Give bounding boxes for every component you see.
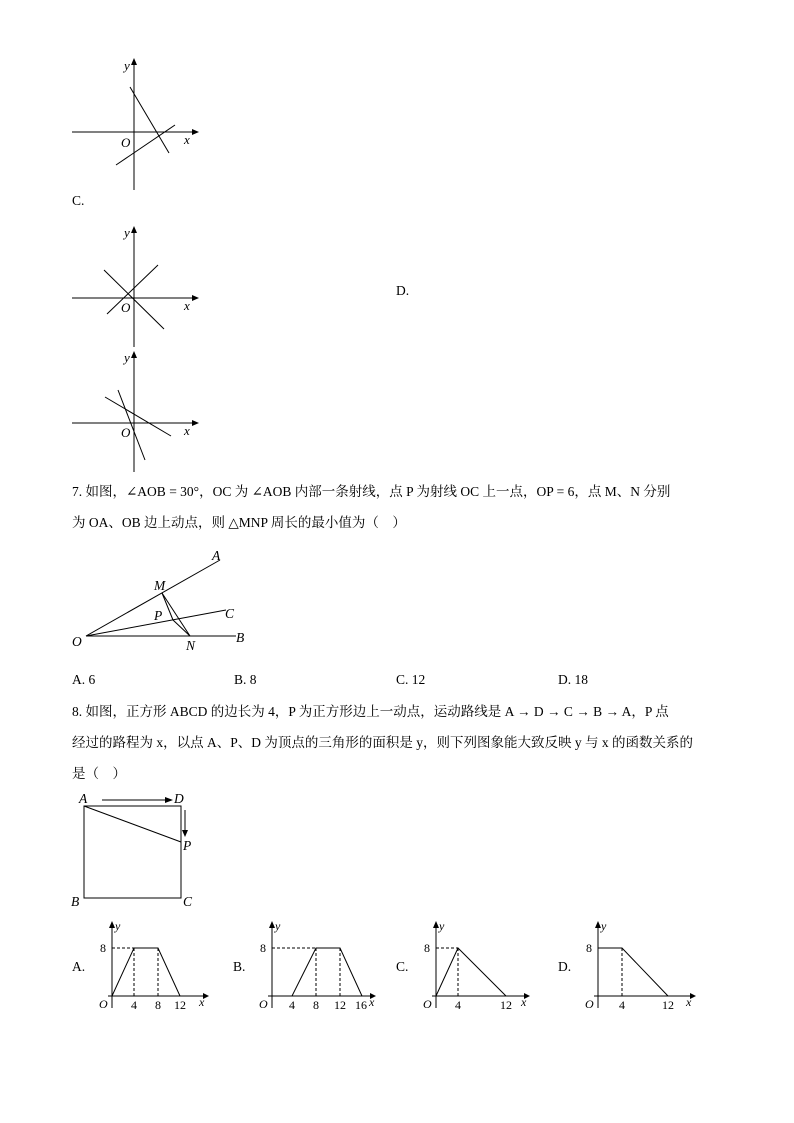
q7-label-B: B (236, 630, 245, 645)
q8-label-P: P (183, 838, 192, 853)
axis-y-label: y (124, 225, 130, 240)
axis-y-label: y (275, 919, 281, 933)
q8-square-figure (66, 788, 206, 918)
axis-x-label: x (521, 995, 527, 1009)
axis-y-label: y (124, 350, 130, 365)
q8-graph-b (250, 918, 380, 1013)
q8-label-D: D (174, 791, 184, 806)
q7-option-c: C. 12 (396, 672, 426, 687)
axis-y-label: y (439, 919, 445, 933)
q8-graph-c (414, 918, 534, 1013)
origin-label: O (423, 997, 432, 1011)
axis-x-label: x (686, 995, 692, 1009)
x-tick: 8 (155, 998, 161, 1012)
origin-label: O (99, 997, 108, 1011)
q8-graph-a-label: A. (72, 959, 86, 974)
x-tick: 4 (619, 998, 625, 1012)
x-tick: 16 (355, 998, 367, 1012)
x-tick: 4 (289, 998, 295, 1012)
axis-x-label: x (184, 298, 190, 313)
x-tick: 4 (455, 998, 461, 1012)
q7-label-O: O (72, 634, 82, 649)
q8-graph-d-label: D. (558, 959, 572, 974)
q8-graph-a (90, 918, 210, 1013)
origin-label: O (585, 997, 594, 1011)
x-tick: 12 (334, 998, 346, 1012)
y-tick-8: 8 (424, 941, 430, 955)
origin-label: O (259, 997, 268, 1011)
x-tick: 12 (500, 998, 512, 1012)
y-tick-8: 8 (586, 941, 592, 955)
q8-label-C: C (183, 894, 193, 909)
x-tick: 8 (313, 998, 319, 1012)
graph-option-c (60, 225, 200, 355)
axis-x-label: x (199, 995, 205, 1009)
axis-x-label: x (184, 132, 190, 147)
q7-option-d: D. 18 (558, 672, 588, 687)
graph-option-b-prev (60, 55, 200, 195)
q8-line-2: 经过的路程为 x，以点 A、P、D 为顶点的三角形的面积是 y，则下列图象能大致反映 y 与 x 的函数关系的 (72, 735, 694, 750)
q8-graph-d (576, 918, 706, 1013)
option-d-label: D. (396, 283, 410, 298)
q8-line-3: 是（ ） (72, 766, 126, 781)
origin-label: O (121, 135, 131, 150)
x-tick: 12 (662, 998, 674, 1012)
x-tick: 12 (174, 998, 186, 1012)
q8-label-B: B (71, 894, 80, 909)
q7-line-1: 7. 如图，∠AOB = 30°，OC 为 ∠AOB 内部一条射线，点 P 为射线 OC 上一点，OP = 6，点 M、N 分别 (72, 484, 671, 499)
y-tick-8: 8 (100, 941, 106, 955)
q7-figure (68, 548, 268, 658)
q8-line-1: 8. 如图，正方形 ABCD 的边长为 4，P 为正方形边上一动点，运动路线是 A → D → C → B → A，P 点 (72, 704, 669, 719)
q7-label-A: A (212, 548, 221, 563)
option-c-label: C. (72, 193, 85, 208)
q7-option-a: A. 6 (72, 672, 96, 687)
x-tick: 4 (131, 998, 137, 1012)
q7-label-P: P (154, 608, 163, 623)
q8-graph-c-label: C. (396, 959, 409, 974)
q7-label-C: C (225, 606, 235, 621)
q7-label-N: N (186, 638, 196, 653)
origin-label: O (121, 425, 131, 440)
q7-option-b: B. 8 (234, 672, 257, 687)
axis-y-label: y (124, 58, 130, 73)
graph-option-d (60, 350, 200, 480)
axis-y-label: y (601, 919, 607, 933)
y-tick-8: 8 (260, 941, 266, 955)
axis-x-label: x (184, 423, 190, 438)
q8-graph-b-label: B. (233, 959, 246, 974)
q7-label-M: M (154, 578, 166, 593)
axis-y-label: y (115, 919, 121, 933)
axis-x-label: x (369, 995, 375, 1009)
origin-label: O (121, 300, 131, 315)
q8-label-A: A (79, 791, 88, 806)
q7-line-2: 为 OA、OB 边上动点，则 △MNP 周长的最小值为（ ） (72, 515, 406, 530)
